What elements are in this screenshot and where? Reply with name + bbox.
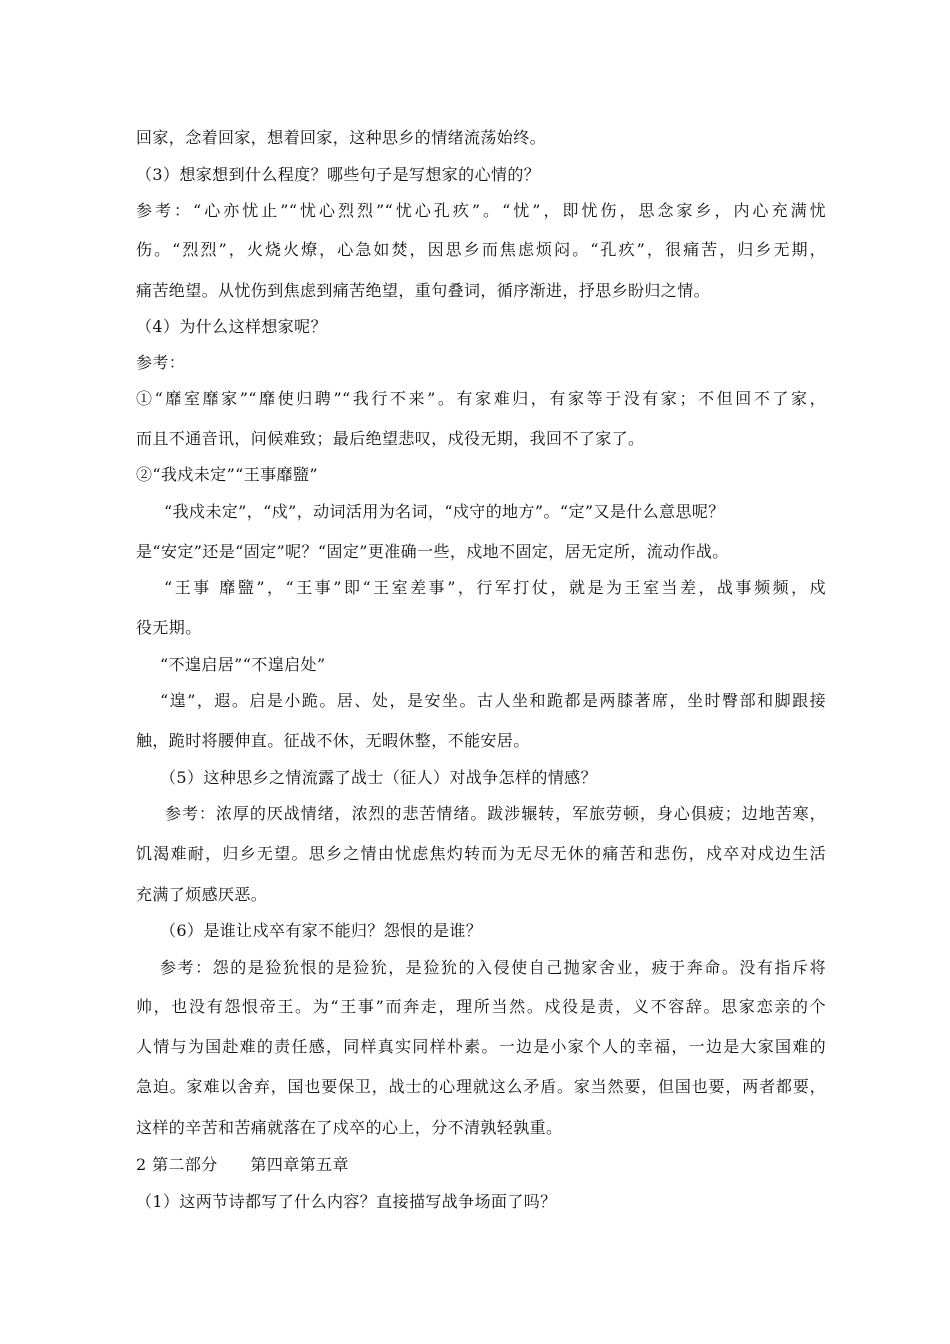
text-line: 参考：怨的是猃狁恨的是猃狁，是猃狁的入侵使自己抛家舍业，疲于奔命。没有指斥将 [160, 958, 826, 977]
text-line: “遑”，遐。启是小跪。居、处，是安坐。古人坐和跪都是两膝著席，坐时臀部和脚跟接 [160, 691, 826, 710]
text-line: 饥渴难耐，归乡无望。思乡之情由忧虑焦灼转而为无尽无休的痛苦和悲伤，戍卒对戍边生活 [136, 844, 826, 863]
question-3: （3）想家想到什么程度？哪些句子是写想家的心情的？ [136, 165, 541, 184]
text-line: 这样的辛苦和苦痛就落在了戍卒的心上，分不清孰轻孰重。 [136, 1118, 563, 1137]
text-line: 痛苦绝望。从忧伤到焦虑到痛苦绝望，重句叠词，循序渐进，抒思乡盼归之情。 [136, 281, 711, 300]
text-line: 是“安定”还是“固定”呢？“固定”更准确一些，戍地不固定，居无定所，流动作战。 [136, 542, 729, 561]
question-5: （5）这种思乡之情流露了战士（征人）对战争怎样的情感？ [160, 768, 597, 787]
text-line: 触，跪时将腰伸直。征战不休，无暇休整，不能安居。 [136, 731, 530, 750]
text-line: 参考：“心亦忧止”“忧心烈烈”“忧心孔疚”。“忧”，即忧伤，思念家乡，内心充满忧 [136, 201, 826, 220]
text-line: 充满了烦感厌恶。 [136, 885, 268, 904]
section-heading: 2 第二部分 第四章第五章 [136, 1155, 349, 1174]
text-line: 回家，念着回家，想着回家，这种思乡的情绪流荡始终。 [136, 128, 547, 147]
text-line: ②“我戍未定”“王事靡盬” [136, 465, 318, 484]
text-line: 伤。“烈烈”，火烧火燎，心急如焚，因思乡而焦虑烦闷。“孔疚”，很痛苦，归乡无期， [136, 240, 826, 259]
text-line: “王事 靡盬”，“王事”即“王室差事”，行军打仗，就是为王室当差，战事频频，戍 [164, 578, 826, 597]
text-line: 参考： [136, 353, 186, 372]
question-6: （6）是谁让戍卒有家不能归？怨恨的是谁？ [160, 921, 483, 940]
text-line: 急迫。家难以舍弃，国也要保卫，战士的心理就这么矛盾。家当然要，但国也要，两者都要， [136, 1077, 826, 1096]
question-1: （1）这两节诗都写了什么内容？直接描写战争场面了吗？ [136, 1192, 557, 1211]
text-line: 而且不通音讯，问候难致；最后绝望悲叹，戍役无期，我回不了家了。 [136, 429, 645, 448]
question-4: （4）为什么这样想家呢？ [136, 317, 327, 336]
text-line: 人情与为国赴难的责任感，同样真实同样朴素。一边是小家个人的幸福，一边是大家国难的 [136, 1037, 826, 1056]
text-line: ①“靡室靡家”“靡使归聘”“我行不来”。有家难归，有家等于没有家；不但回不了家， [136, 389, 826, 408]
text-line: 参考：浓厚的厌战情绪，浓烈的悲苦情绪。跋涉辗转，军旅劳顿，身心俱疲；边地苦寒， [165, 804, 826, 823]
text-line: 帅，也没有怨恨帝王。为“王事”而奔走，理所当然。戍役是责，义不容辞。思家恋亲的个 [136, 997, 826, 1016]
text-line: “我戍未定”，“戍”，动词活用为名词，“戍守的地方”。“定”又是什么意思呢？ [164, 502, 725, 521]
text-line: “不遑启居”“不遑启处” [160, 655, 326, 674]
text-line: 役无期。 [136, 618, 202, 637]
